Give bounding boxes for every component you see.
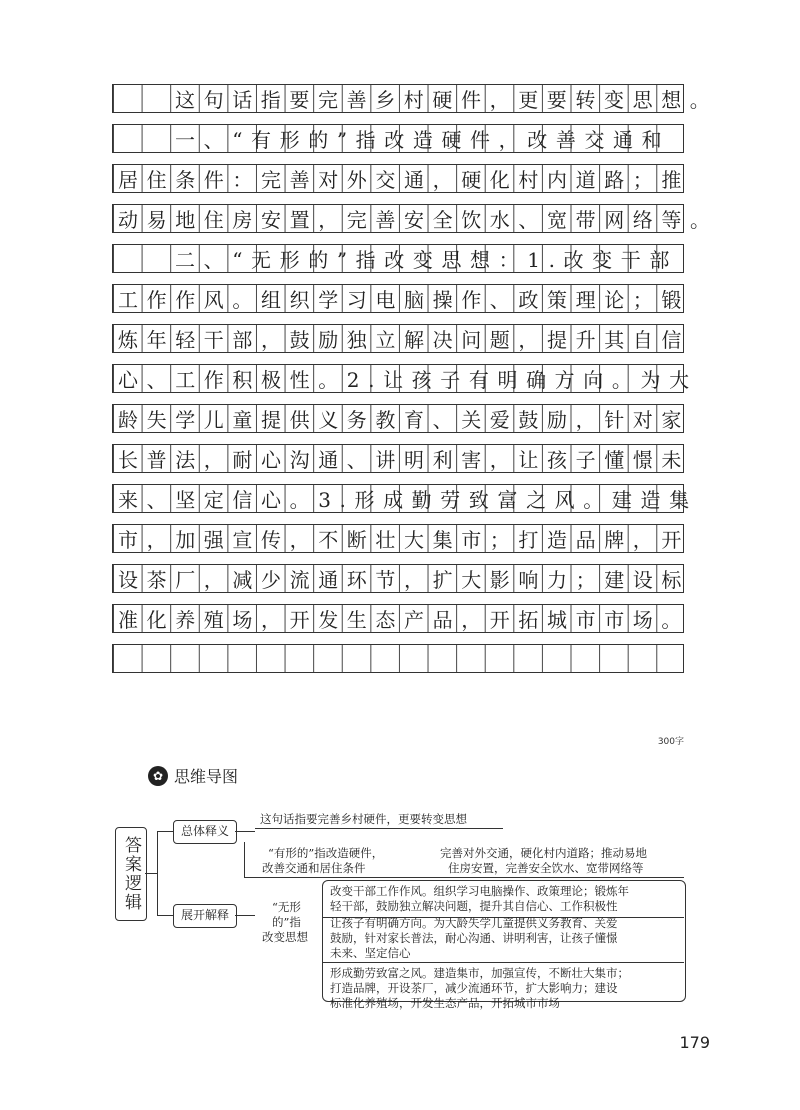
connector — [244, 842, 245, 878]
essay-row — [112, 84, 719, 113]
page-number: 179 — [679, 1033, 710, 1052]
gear-icon: ✿ — [148, 766, 168, 786]
essay-row — [112, 124, 684, 153]
branch-explain-label: 展开解释 — [181, 908, 230, 922]
essay-row — [112, 244, 684, 273]
detail3-line2: 打造品牌，开设茶厂，减少流通环节，扩大影响力；建设 — [330, 981, 618, 995]
essay-row — [112, 284, 690, 313]
essay-row — [112, 164, 690, 193]
essay-row-text: 居住条件：完善对外交通，硬化村内道路；推 — [118, 168, 690, 192]
essay-row-text: 市，加强宣传，不断壮大集市；打造品牌，开 — [118, 528, 690, 552]
tangible-label-1: “有形的”指改造硬件， — [268, 846, 384, 860]
connector — [235, 915, 255, 916]
intangible-label-2: 的”指 — [272, 915, 301, 929]
intangible-label-1: “无形 — [272, 900, 301, 914]
root-node — [115, 827, 147, 921]
connector — [235, 831, 255, 832]
essay-row — [112, 324, 690, 353]
essay-row-text: 心、工作积极性。2.让孩子有明确方向。为大 — [118, 368, 698, 392]
essay-row — [112, 444, 690, 473]
essay-row — [112, 404, 690, 433]
detail1-line2: 轻干部，鼓励独立解决问题，提升其自信心、工作积极性 — [330, 899, 618, 913]
essay-row-text: 工作作风。组织学习电脑操作、政策理论；锻 — [118, 288, 690, 312]
tangible-label-2: 改善交通和居住条件 — [262, 861, 366, 875]
essay-row-text: 龄失学儿童提供义务教育、关爱鼓励，针对家 — [118, 408, 690, 432]
essay-row-text: 动易地住房安置，完善安全饮水、宽带网络等。 — [118, 208, 719, 232]
essay-row-text: 设茶厂，减少流通环节，扩大影响力；建设标 — [118, 568, 690, 592]
essay-row-text: 长普法，耐心沟通、讲明利害，让孩子懂憬未 — [118, 448, 690, 472]
connector — [157, 831, 173, 832]
essay-row-text: 准化养殖场，开发生态产品，开拓城市市场。 — [118, 608, 690, 632]
mindmap-heading — [148, 764, 238, 787]
essay-row-text: 这句话指要完善乡村硬件，更要转变思想。 — [175, 88, 719, 112]
detail3-line1: 形成勤劳致富之风。建造集市，加强宣传，不断壮大集市； — [330, 966, 629, 980]
essay-row-text: 一、“有形的”指改造硬件，改善交通和 — [175, 128, 671, 152]
connector — [157, 915, 173, 916]
essay-row — [112, 604, 690, 633]
connector — [255, 828, 503, 829]
essay-row — [112, 364, 698, 393]
divider — [322, 962, 684, 963]
essay-row-text: 二、“无形的”指改变思想：1.改变干部 — [175, 248, 678, 272]
detail2-line2: 鼓励，针对家长普法，耐心沟通、讲明利害，让孩子懂憬 — [330, 931, 618, 945]
essay-row-text: 炼年轻干部，鼓励独立解决问题，提升其自信 — [118, 328, 690, 352]
essay-row — [112, 644, 684, 673]
detail1-line1: 改变干部工作作风。组织学习电脑操作、政策理论；锻炼年 — [330, 884, 629, 898]
essay-row-text — [113, 645, 118, 672]
essay-row — [112, 564, 690, 593]
essay-row — [112, 484, 698, 513]
detail2-line1: 让孩子有明确方向。为大龄失学儿童提供义务教育、关爱 — [330, 916, 618, 930]
mindmap-title: 思维导图 — [174, 767, 239, 786]
word-count: 300字 — [657, 737, 684, 747]
connector — [157, 831, 158, 916]
root-label: 答案逻辑 — [121, 836, 141, 912]
branch-overall-label: 总体释义 — [181, 824, 230, 838]
tangible-detail-2: 住房安置，完善安全饮水、宽带网络等 — [448, 861, 644, 875]
essay-grid — [112, 84, 719, 684]
essay-row-text: 来、坚定信心。3.形成勤劳致富之风。建造集 — [118, 488, 698, 512]
tangible-detail-1: 完善对外交通，硬化村内道路；推动易地 — [440, 846, 647, 860]
detail2-line3: 未来、坚定信心 — [330, 946, 411, 960]
connector — [244, 877, 684, 878]
intangible-label-3: 改变思想 — [262, 930, 308, 944]
essay-row — [112, 204, 719, 233]
overall-text: 这句话指要完善乡村硬件，更要转变思想 — [260, 812, 467, 826]
connector — [145, 873, 157, 874]
detail3-line3: 标准化养殖场，开发生态产品，开拓城市市场 — [330, 996, 560, 1010]
essay-row — [112, 524, 690, 553]
